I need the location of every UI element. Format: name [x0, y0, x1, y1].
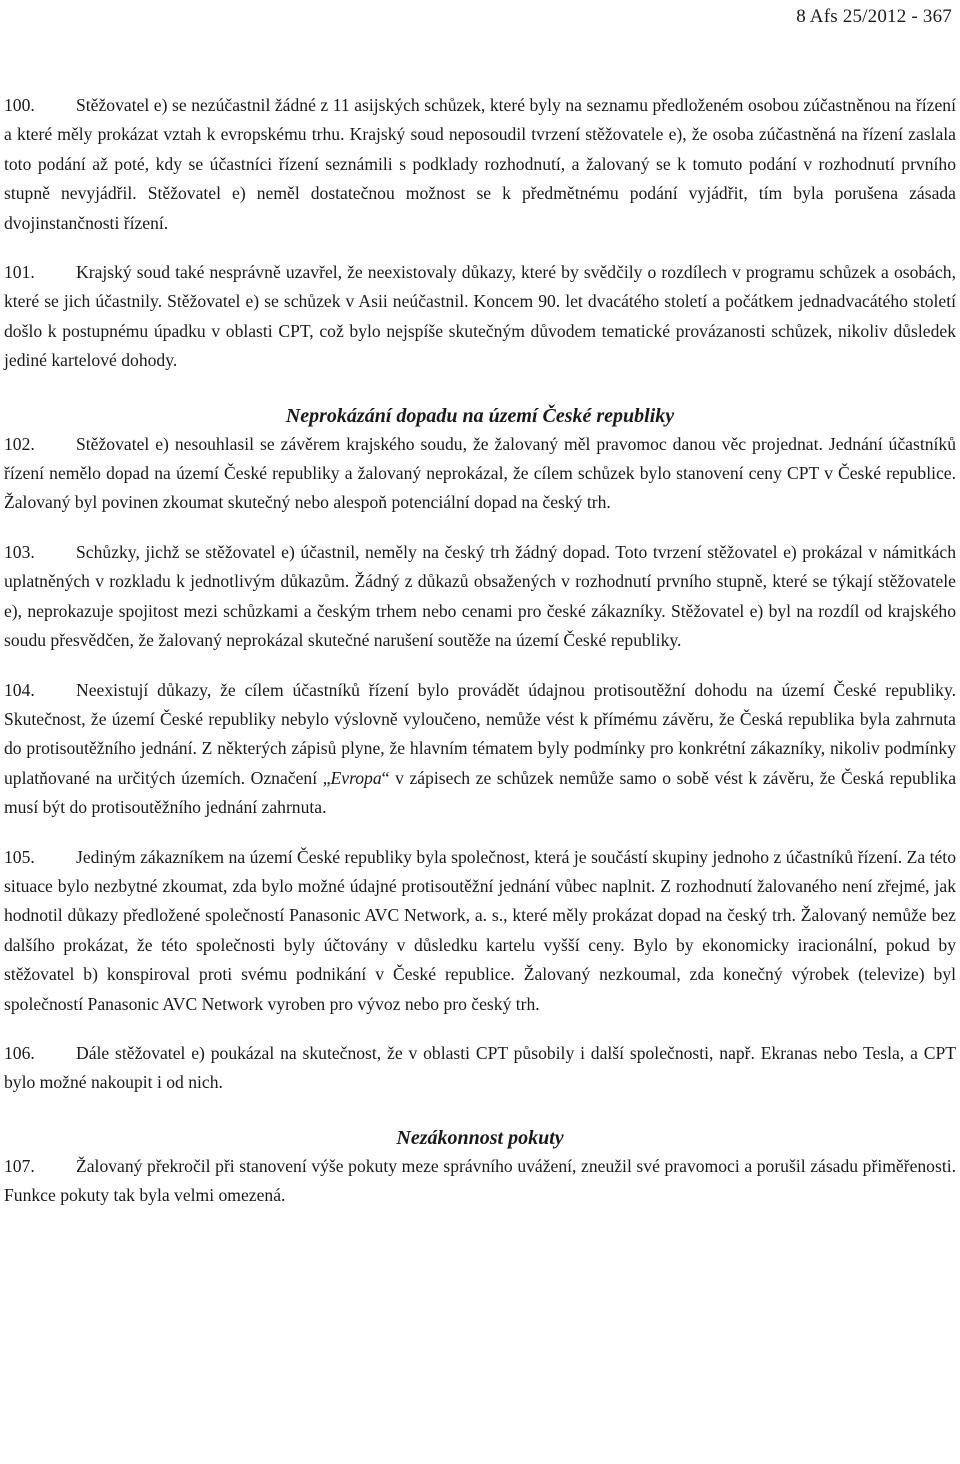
- paragraph-text: Žalovaný překročil při stanovení výše pokuty meze správního uvážení, zneužil své pravomoci a porušil zásadu přiměřenosti. Funkce pokuty tak byla velmi omezená.: [4, 1155, 956, 1206]
- paragraph-text: Dále stěžovatel e) poukázal na skutečnost, že v oblasti CPT působily i další společnosti, např. Ekranas nebo Tesla, a CPT bylo možné nakoupit i od nich.: [4, 1042, 956, 1093]
- document-page: [4, 0, 956, 1464]
- paragraph-number: 106.: [4, 1042, 35, 1063]
- paragraph-number: 104.: [4, 679, 35, 700]
- paragraph-text: Stěžovatel e) se nezúčastnil žádné z 11 asijských schůzek, které byly na seznamu předloženém osobou zúčastněnou na řízení a které měly prokázat vztah k evropskému trhu. Krajský soud neposoudil tvrzení stěžovatele e), že osoba zúčastněná na řízení zaslala toto podání až poté, kdy se účastníci řízení seznámili s podklady rozhodnutí, a žalovaný se k tomuto podání v rozhodnutí prvního stupně nevyjádřil. Stěžovatel e) neměl dostatečnou možnost se k předmětnému podání vyjádřit, tím byla porušena zásada dvojinstančnosti řízení.: [4, 95, 956, 233]
- case-number-header: 8 Afs 25/2012 - 367: [796, 6, 952, 27]
- paragraph-106: [4, 1039, 956, 1098]
- paragraph-text: Schůzky, jichž se stěžovatel e) účastnil, neměly na český trh žádný dopad. Toto tvrzení stěžovatel e) prokázal v námitkách uplatněných v rozkladu k jednotlivým důkazům. Žádný z důkazů obsažených v rozhodnutí prvního stupně, které se týkají stěžovatele e), neprokazuje spojitost mezi schůzkami a českým trhem nebo cenami pro české zákazníky. Stěžovatel e) byl na rozdíl od krajského soudu přesvědčen, že žalovaný neprokázal skutečné narušení soutěže na území České republiky.: [4, 541, 956, 651]
- paragraph-number: 105.: [4, 846, 35, 867]
- paragraph-104: [4, 676, 956, 823]
- paragraph-number: 100.: [4, 95, 35, 115]
- paragraph-101: [4, 258, 956, 376]
- paragraph-103: [4, 538, 956, 656]
- paragraph-number: 102.: [4, 433, 35, 454]
- paragraph-number: 103.: [4, 541, 35, 562]
- paragraph-text: Stěžovatel e) nesouhlasil se závěrem krajského soudu, že žalovaný měl pravomoc danou věc projednat. Jednání účastníků řízení nemělo dopad na území České republiky a žalovaný neprokázal, že cílem schůzek bylo stanovení ceny CPT v České republice. Žalovaný byl povinen zkoumat skutečný nebo alespoň potenciální dopad na český trh.: [4, 433, 956, 513]
- paragraph-number: 107.: [4, 1155, 35, 1176]
- section-heading-fine: Nezákonnost pokuty: [396, 1126, 564, 1149]
- paragraph-100: [4, 91, 956, 238]
- paragraph-text-before: Neexistují důkazy, že cílem účastníků řízení bylo provádět údajnou protisoutěžní dohodu na území České republiky. Skutečnost, že území České republiky nebylo výslovně vyloučeno, nemůže vést k přímému závěru, že Česká republika byla zahrnuta do protisoutěžního jednání. Z některých zápisů plyne, že hlavním tématem byly podmínky pro konkrétní zákazníky, nikoliv podmínky uplatňované na určitých územích. Označení „: [4, 679, 956, 788]
- paragraph-text-after: “ v zápisech ze schůzek nemůže samo o sobě vést k závěru, že Česká republika musí být do protisoutěžního jednání zahrnuta.: [4, 767, 957, 818]
- section-heading-territory: Neprokázání dopadu na území České republiky: [285, 404, 675, 427]
- paragraph-107: [4, 1152, 956, 1211]
- paragraph-number: 101.: [4, 262, 35, 283]
- paragraph-text: Krajský soud také nesprávně uzavřel, že neexistovaly důkazy, které by svědčily o rozdílech v programu schůzek a osobách, které se jich účastnily. Stěžovatel e) se schůzek v Asii neúčastnil. Koncem 90. let dvacátého století a počátkem jednadvacátého století došlo k postupnému úpadku v oblasti CPT, což bylo nejspíše skutečným důvodem tematické provázanosti schůzek, nikoliv důsledek jediné kartelové dohody.: [4, 262, 956, 371]
- document-body: [4, 91, 956, 1231]
- paragraph-105: [4, 843, 956, 1019]
- paragraph-text: Jediným zákazníkem na území České republiky byla společnost, která je součástí skupiny jednoho z účastníků řízení. Za této situace bylo nezbytné zkoumat, zda bylo možné údajné protisoutěžní jednání vůbec naplnit. Z rozhodnutí žalovaného není zřejmé, jak hodnotil důkazy předložené společností Panasonic AVC Network, a. s., které měly prokázat dopad na český trh. Žalovaný nemůže bez dalšího prokázat, že této společnosti byly účtovány v důsledku kartelu vyšší ceny. Bylo by ekonomicky iracionální, pokud by stěžovatel b) konspiroval proti svému podnikání v České republice. Žalovaný nezkoumal, zda konečný výrobek (televize) byl společností Panasonic AVC Network vyroben pro vývoz nebo pro český trh.: [4, 846, 956, 1014]
- paragraph-text-italic: Evropa: [330, 767, 382, 788]
- paragraph-102: [4, 430, 956, 518]
